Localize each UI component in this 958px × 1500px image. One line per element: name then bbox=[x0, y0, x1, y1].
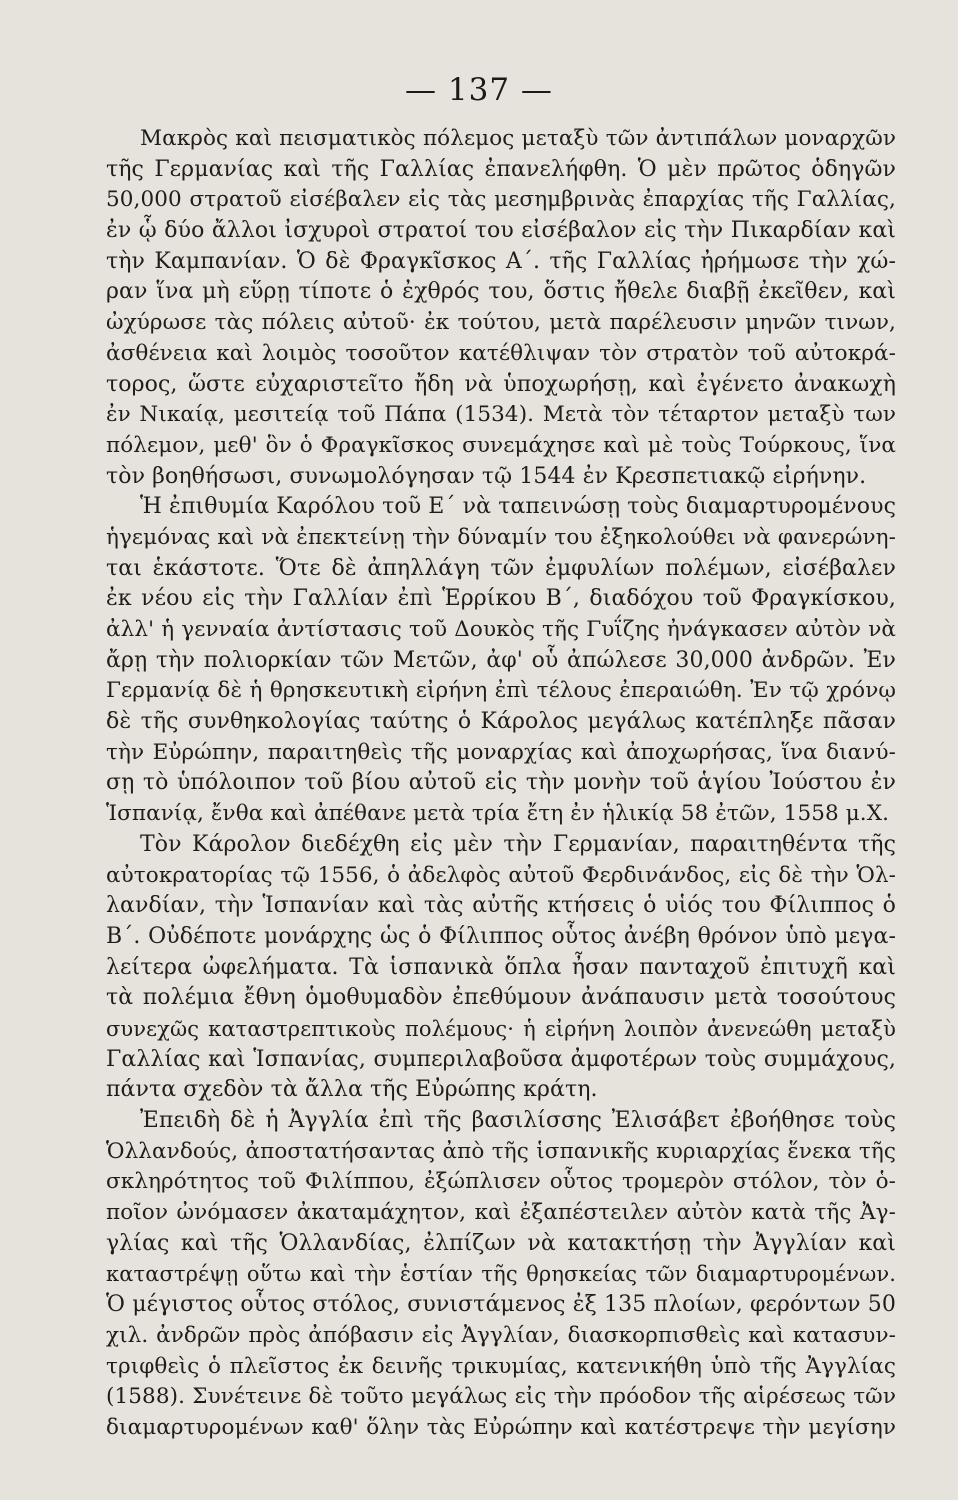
text-line: Ἡ ἐπιθυμία Καρόλου τοῦ Ε΄ νὰ ταπεινώσῃ τοὺς διαμαρτυρομένους bbox=[140, 494, 896, 520]
text-line: χιλ. ἀνδρῶν πρὸς ἀπόβασιν εἰς Ἀγγλίαν, διασκορπισθεὶς καὶ κατασυν- bbox=[106, 1322, 896, 1348]
text-line: ραν ἵνα μὴ εὕρῃ τίποτε ὁ ἐχθρός του, ὅστις ἤθελε διαβῇ ἐκεῖθεν, καὶ bbox=[106, 279, 896, 305]
text-line: πόλεμον, μεθ' ὃν ὁ Φραγκῖσκος συνεμάχησε καὶ μὲ τοὺς Τούρκους, ἵνα bbox=[106, 432, 896, 458]
text-line: ἡγεμόνας καὶ νὰ ἐπεκτείνῃ τὴν δύναμίν του ἐξηκολούθει νὰ φανερώνη- bbox=[106, 524, 896, 550]
text-line: Ὁ μέγιστος οὗτος στόλος, συνιστάμενος ἐξ 135 πλοίων, φερόντων 50 bbox=[106, 1292, 896, 1318]
text-line: τὴν Καμπανίαν. Ὁ δὲ Φραγκῖσκος Α΄. τῆς Γαλλίας ἠρήμωσε τὴν χώ- bbox=[106, 248, 896, 274]
text-line: αὐτοκρατορίας τῷ 1556, ὁ ἀδελφὸς αὐτοῦ Φερδινάνδος, εἰς δὲ τὴν Ὁλ- bbox=[106, 862, 896, 888]
text-line: τριφθεὶς ὁ πλεῖστος ἐκ δεινῆς τρικυμίας, κατενικήθη ὑπὸ τῆς Ἀγγλίας bbox=[106, 1353, 896, 1379]
text-line: ἐν Νικαίᾳ, μεσιτείᾳ τοῦ Πάπα (1534). Μετὰ τὸν τέταρτον μεταξὺ των bbox=[106, 402, 896, 428]
text-line: Γερμανίᾳ δὲ ἡ θρησκευτικὴ εἰρήνη ἐπὶ τέλους ἐπεραιώθη. Ἐν τῷ χρόνῳ bbox=[106, 678, 896, 704]
text-line: σῃ τὸ ὑπόλοιπον τοῦ βίου αὐτοῦ εἰς τὴν μονὴν τοῦ ἁγίου Ἰούστου ἐν bbox=[106, 770, 896, 796]
text-line: γλίας καὶ τῆς Ὁλλανδίας, ἐλπίζων νὰ κατακτήσῃ τὴν Ἀγγλίαν καὶ bbox=[106, 1230, 896, 1256]
text-line: τῆς Γερμανίας καὶ τῆς Γαλλίας ἐπανελήφθη. Ὁ μὲν πρῶτος ὁδηγῶν bbox=[106, 156, 896, 182]
text-line: (1588). Συνέτεινε δὲ τοῦτο μεγάλως εἰς τὴν πρόοδον τῆς αἱρέσεως τῶν bbox=[106, 1384, 896, 1410]
text-line: τὴν Εὐρώπην, παραιτηθεὶς τῆς μοναρχίας καὶ ἀποχωρήσας, ἵνα διανύ- bbox=[106, 739, 896, 765]
text-line: Τὸν Κάρολον διεδέχθη εἰς μὲν τὴν Γερμανίαν, παραιτηθέντα τῆς bbox=[140, 831, 896, 857]
text-line: Β΄. Οὐδέποτε μονάρχης ὡς ὁ Φίλιππος οὗτος ἀνέβη θρόνον ὑπὸ μεγα- bbox=[106, 923, 896, 949]
text-line: δὲ τῆς συνθηκολογίας ταύτης ὁ Κάρολος μεγάλως κατέπληξε πᾶσαν bbox=[106, 709, 896, 735]
text-line: λείτερα ὠφελήματα. Τὰ ἱσπανικὰ ὅπλα ἦσαν πανταχοῦ ἐπιτυχῆ καὶ bbox=[106, 954, 896, 980]
text-line: ποῖον ὠνόμασεν ἀκαταμάχητον, καὶ ἐξαπέστειλεν αὐτὸν κατὰ τῆς Ἀγ- bbox=[106, 1200, 896, 1226]
text-line: ἐν ᾧ δύο ἄλλοι ἰσχυροὶ στρατοί του εἰσέβαλον εἰς τὴν Πικαρδίαν καὶ bbox=[106, 218, 896, 244]
text-line: σκληρότητος τοῦ Φιλίππου, ἐξώπλισεν οὗτος τρομερὸν στόλον, τὸν ὁ- bbox=[106, 1169, 896, 1195]
body-text bbox=[106, 124, 896, 1444]
text-line: Ἱσπανίᾳ, ἔνθα καὶ ἀπέθανε μετὰ τρία ἔτη ἐν ἡλικίᾳ 58 ἐτῶν, 1558 μ.Χ. bbox=[106, 801, 890, 827]
text-line: τὸν βοηθήσωσι, συνωμολόγησαν τῷ 1544 ἐν Κρεσπετιακῷ εἰρήνην. bbox=[106, 463, 867, 489]
text-line: λανδίαν, τὴν Ἱσπανίαν καὶ τὰς αὐτῆς κτήσεις ὁ υἱός του Φίλιππος ὁ bbox=[106, 893, 896, 919]
text-line: τὰ πολέμια ἔθνη ὁμοθυμαδὸν ἐπεθύμουν ἀνάπαυσιν μετὰ τοσούτους bbox=[106, 985, 896, 1011]
text-line: ὠχύρωσε τὰς πόλεις αὐτοῦ· ἐκ τούτου, μετὰ παρέλευσιν μηνῶν τινων, bbox=[106, 310, 896, 336]
text-line: Ἐπειδὴ δὲ ἡ Ἀγγλία ἐπὶ τῆς βασιλίσσης Ἐλισάβετ ἐβοήθησε τοὺς bbox=[140, 1108, 896, 1133]
text-line: ται ἑκάστοτε. Ὅτε δὲ ἀπηλλάγη τῶν ἐμφυλίων πολέμων, εἰσέβαλεν bbox=[106, 555, 896, 581]
text-line: διαμαρτυρομένων καθ' ὅλην τὰς Εὐρώπην καὶ κατέστρεψε τὴν μεγίσην bbox=[106, 1414, 896, 1440]
text-line: καταστρέψῃ οὕτω καὶ τὴν ἑστίαν τῆς θρησκείας τῶν διαμαρτυρομένων. bbox=[106, 1262, 896, 1287]
text-line: ἀσθένεια καὶ λοιμὸς τοσοῦτον κατέθλιψαν τὸν στρατὸν τοῦ αὐτοκρά- bbox=[106, 340, 896, 366]
text-line: πάντα σχεδὸν τὰ ἄλλα τῆς Εὐρώπης κράτη. bbox=[106, 1077, 598, 1103]
text-line: Ὁλλανδούς, ἀποστατήσαντας ἀπὸ τῆς ἱσπανικῆς κυριαρχίας ἕνεκα τῆς bbox=[106, 1138, 896, 1164]
text-line: ἐκ νέου εἰς τὴν Γαλλίαν ἐπὶ Ἑρρίκου Β΄, διαδόχου τοῦ Φραγκίσκου, bbox=[106, 586, 896, 612]
text-line: ἀλλ' ἡ γενναία ἀντίστασις τοῦ Δουκὸς τῆς Γυΐζης ἠνάγκασεν αὐτὸν νὰ bbox=[106, 617, 896, 642]
text-line: 50,000 στρατοῦ εἰσέβαλεν εἰς τὰς μεσημβρινὰς ἐπαρχίας τῆς Γαλλίας, bbox=[106, 187, 896, 213]
text-line: ἄρῃ τὴν πολιορκίαν τῶν Μετῶν, ἀφ' οὗ ἀπώλεσε 30,000 ἀνδρῶν. Ἐν bbox=[106, 647, 896, 673]
page-number: — 137 — bbox=[405, 72, 553, 108]
text-line: Μακρὸς καὶ πεισματικὸς πόλεμος μεταξὺ τῶν ἀντιπάλων μοναρχῶν bbox=[140, 126, 896, 151]
text-line: τορος, ὥστε εὐχαριστεῖτο ἤδη νὰ ὑποχωρήσῃ, καὶ ἐγένετο ἀνακωχὴ bbox=[106, 371, 896, 397]
text-line: Γαλλίας καὶ Ἱσπανίας, συμπεριλαβοῦσα ἀμφοτέρων τοὺς συμμάχους, bbox=[106, 1046, 896, 1072]
text-line: συνεχῶς καταστρεπτικοὺς πολέμους· ἡ εἰρήνη λοιπὸν ἀνενεώθη μεταξὺ bbox=[106, 1016, 896, 1041]
